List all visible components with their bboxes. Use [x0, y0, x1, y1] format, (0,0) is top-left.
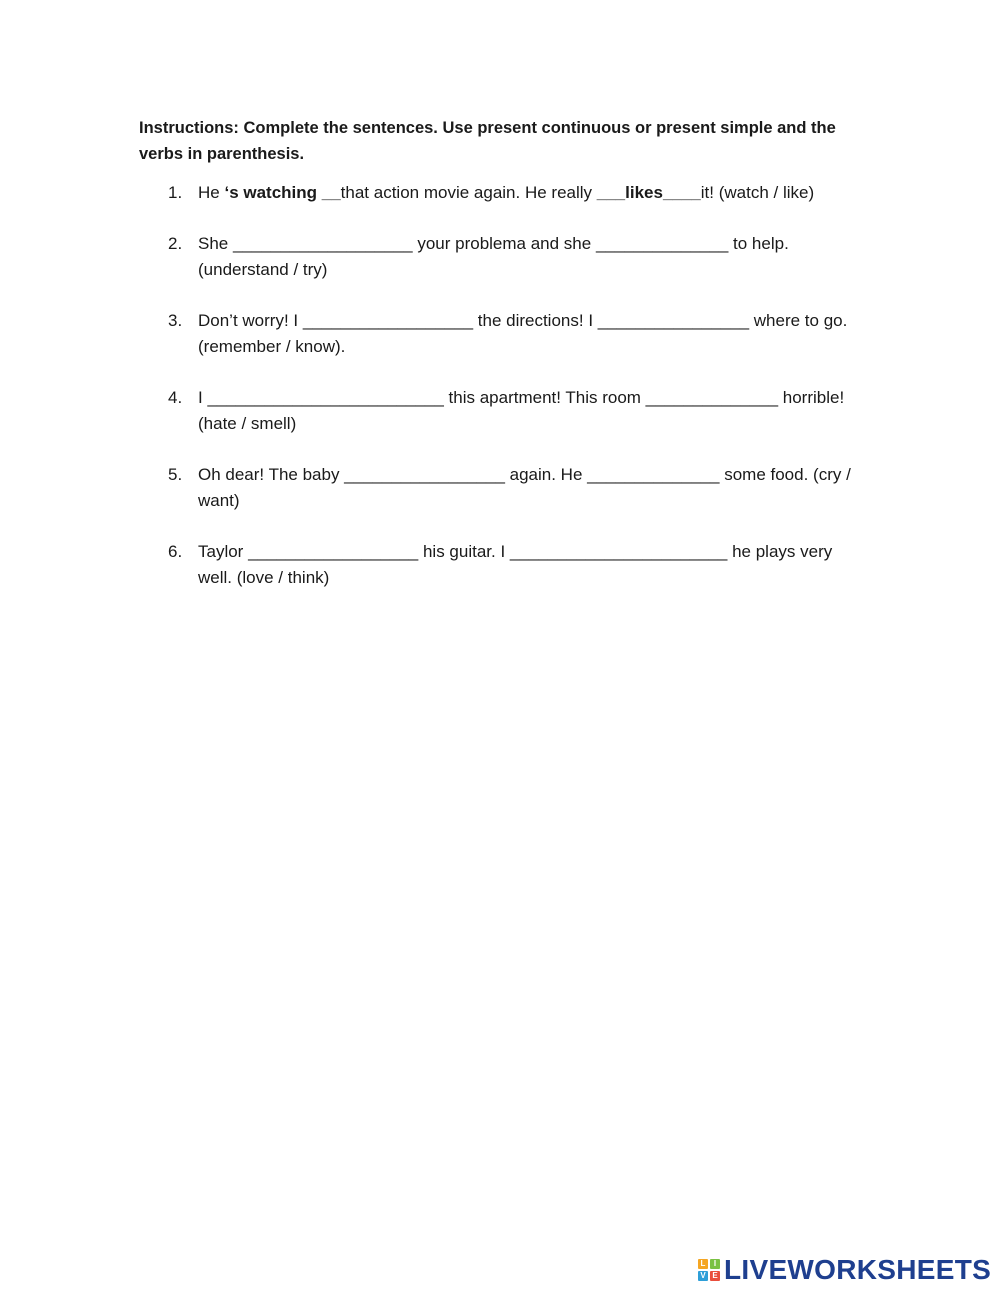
exercise-sentence	[198, 385, 868, 437]
exercise-number: 6.	[168, 542, 183, 561]
exercise-number: 4.	[168, 388, 183, 407]
exercise-number: 1.	[168, 183, 183, 202]
exercise-item	[168, 308, 868, 360]
exercise-sentence	[198, 231, 868, 283]
exercise-item	[168, 385, 868, 437]
logo-icon-tile: I	[710, 1259, 720, 1269]
exercise-number: 3.	[168, 311, 183, 330]
filled-answer[interactable]: ‘s watching __	[224, 183, 341, 202]
exercise-sentence	[198, 308, 868, 360]
sentence-text: Don’t worry! I __________________ the directions! I ________________ where to go. (remember / know).	[198, 311, 848, 356]
instructions-text: Instructions: Complete the sentences. Use present continuous or present simple and the verbs in parenthesis.	[139, 119, 836, 163]
exercise-item	[168, 539, 868, 591]
sentence-text: Taylor __________________ his guitar. I _______________________ he plays very well. (love / think)	[198, 542, 833, 587]
exercise-number: 5.	[168, 465, 183, 484]
sentence-text: Oh dear! The baby _________________ again. He ______________ some food. (cry / want)	[198, 465, 851, 510]
liveworksheets-icon	[698, 1259, 720, 1281]
exercise-sentence	[198, 180, 868, 206]
liveworksheets-logo	[698, 1255, 991, 1285]
filled-answer[interactable]: ___likes____	[596, 183, 701, 202]
sentence-text: She ___________________ your problema and she ______________ to help. (understand / try)	[198, 234, 789, 279]
exercise-number: 2.	[168, 234, 183, 253]
exercise-item	[168, 231, 868, 283]
exercise-sentence	[198, 539, 868, 591]
sentence-text: that action movie again. He really	[340, 183, 597, 202]
logo-icon-tile: V	[698, 1271, 708, 1281]
exercise-list	[168, 180, 868, 616]
sentence-text: it! (watch / like)	[700, 183, 815, 202]
logo-icon-tile: E	[710, 1271, 720, 1281]
logo-icon-tile: L	[698, 1259, 708, 1269]
exercise-item	[168, 462, 868, 514]
sentence-text: He	[198, 183, 225, 202]
exercise-sentence	[198, 462, 868, 514]
logo-text: LIVEWORKSHEETS	[724, 1254, 992, 1285]
exercise-item	[168, 180, 868, 206]
sentence-text: I _________________________ this apartment! This room ______________ horrible! (hate / smell)	[198, 388, 845, 433]
